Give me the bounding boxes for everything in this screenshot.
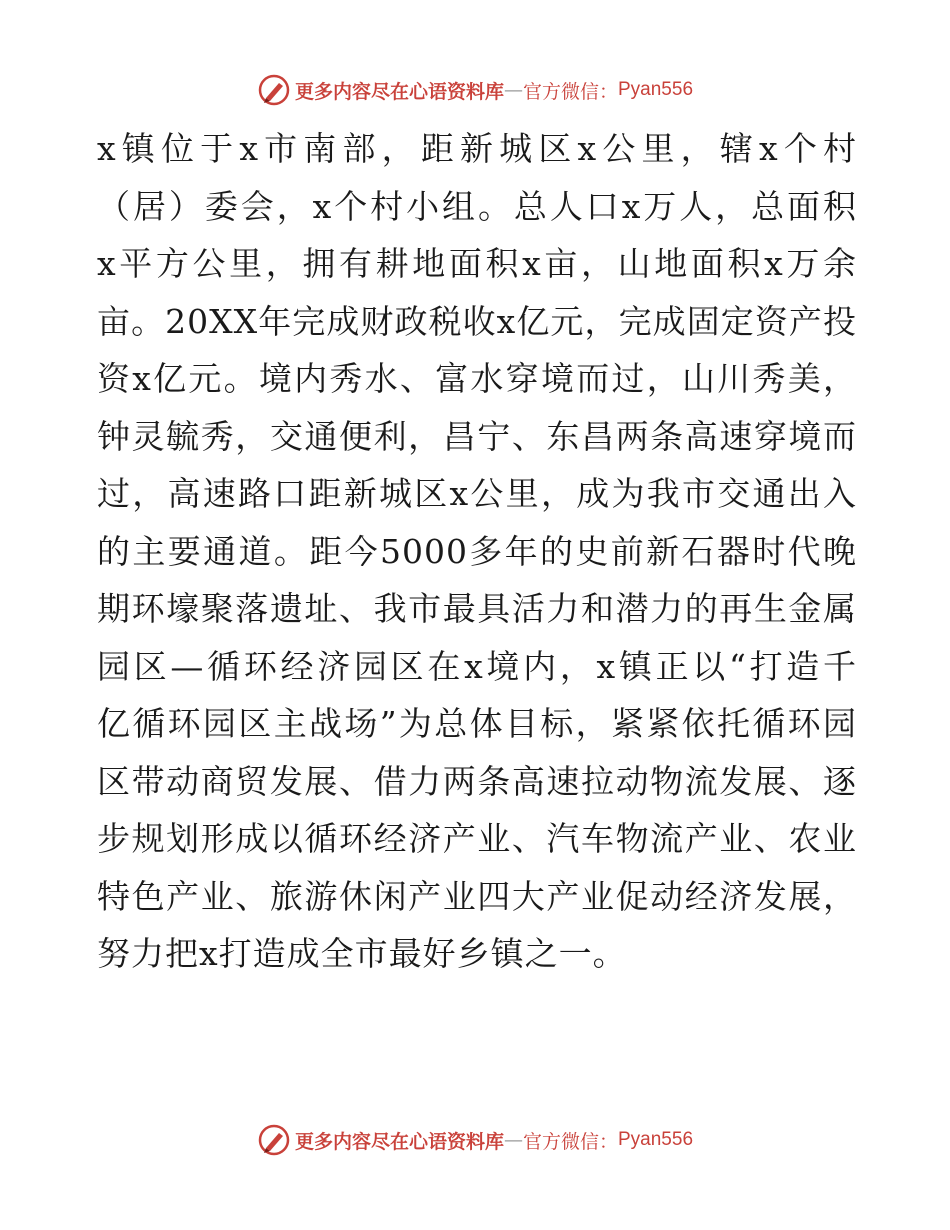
banner-wechat-label: 官方微信： bbox=[522, 80, 618, 103]
text-line: 过，高速路口距新城区x公里，成为我市交通出入 bbox=[97, 474, 857, 513]
text-line: 步规划形成以循环经济产业、汽车物流产业、农业 bbox=[97, 819, 857, 858]
banner-dash: — bbox=[503, 1129, 523, 1151]
footer-watermark bbox=[0, 1120, 950, 1160]
banner-wechat-label: 官方微信： bbox=[522, 1130, 618, 1153]
text-line: 特色产业、旅游休闲产业四大产业促动经济发展， bbox=[97, 876, 857, 916]
text-line: 期环壕聚落遗址、我市最具活力和潜力的再生金属 bbox=[97, 589, 857, 628]
text-line: 资x亿元。境内秀水、富水穿境而过，山川秀美， bbox=[97, 359, 857, 398]
text-line: 钟灵毓秀，交通便利，昌宁、东昌两条高速穿境而 bbox=[97, 416, 857, 456]
text-line: 区带动商贸发展、借力两条高速拉动物流发展、逐 bbox=[97, 761, 857, 801]
pen-logo-icon bbox=[257, 73, 291, 107]
text-line: x平方公里，拥有耕地面积x亩，山地面积x万余 bbox=[97, 244, 857, 283]
header-watermark bbox=[0, 70, 950, 110]
text-line: 亩。20XX年完成财政税收x亿元，完成固定资产投 bbox=[97, 301, 857, 341]
text-line: （居）委会，x个村小组。总人口x万人，总面积 bbox=[97, 186, 857, 226]
banner-main-text: 更多内容尽在心语资料库 bbox=[294, 1130, 504, 1153]
banner-main-text: 更多内容尽在心语资料库 bbox=[294, 80, 504, 103]
banner-wechat-id: Pyan556 bbox=[618, 1129, 694, 1150]
banner-wechat-id: Pyan556 bbox=[618, 79, 694, 100]
text-line: 园区—循环经济园区在x境内，x镇正以“打造千 bbox=[97, 646, 857, 686]
text-line: 亿循环园区主战场”为总体目标，紧紧依托循环园 bbox=[97, 704, 857, 743]
pen-logo-icon bbox=[257, 1123, 291, 1157]
text-line: 的主要通道。距今5000多年的史前新石器时代晚 bbox=[97, 531, 857, 571]
banner-dash: — bbox=[503, 79, 523, 101]
text-line: x镇位于x市南部，距新城区x公里，辖x个村 bbox=[97, 129, 857, 168]
body-paragraph bbox=[97, 120, 857, 983]
text-line: 努力把x打造成全市最好乡镇之一。 bbox=[97, 934, 627, 973]
